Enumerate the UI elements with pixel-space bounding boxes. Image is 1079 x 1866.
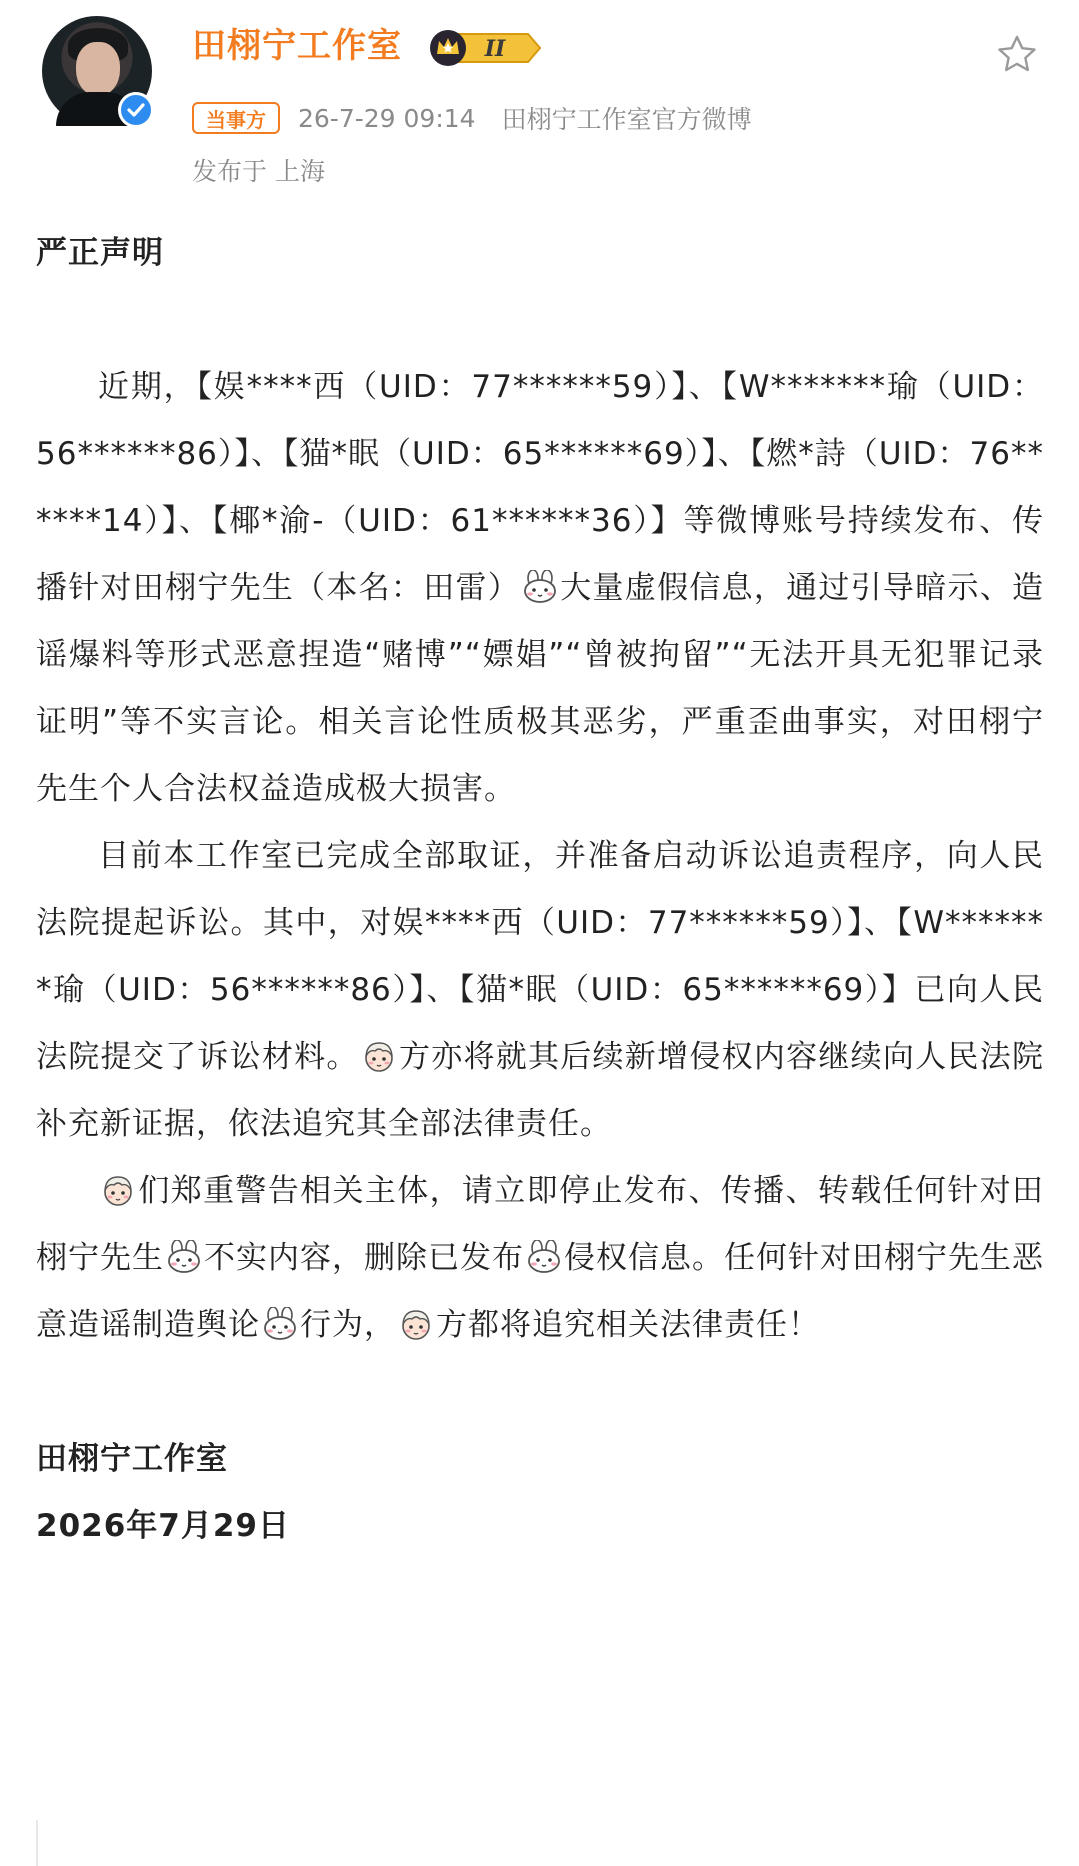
boy-emoji-icon — [100, 1173, 136, 1207]
boy-emoji-icon — [361, 1039, 397, 1073]
statement-title: 严正声明 — [36, 235, 164, 271]
paragraph-text: 近期，【娱****西（UID：77******59）】、【W*******瑜（UID：56******86）】、【猫*眠（UID：65******69）】、【燃*詩（UID：76******14）】、【椰*渝-（UID：61******36）】等微博账号持续发布、传播针对田栩宁先生（本名：田雷） — [36, 369, 1044, 606]
verified-icon — [118, 92, 154, 128]
post-meta — [192, 98, 778, 138]
blank-line — [36, 287, 1044, 354]
avatar-face — [76, 42, 120, 96]
post-time: 26-7-29 09:14 — [298, 103, 476, 133]
statement-paragraph-2 — [36, 823, 1044, 1158]
post-header — [0, 0, 1079, 190]
paragraph-text: 不实内容，删除已发布 — [204, 1240, 524, 1276]
signature: 田栩宁工作室 — [36, 1441, 228, 1477]
favorite-button[interactable] — [990, 28, 1044, 82]
rank-label: II — [484, 36, 506, 62]
paragraph-text: 行为， — [300, 1307, 396, 1343]
rabbit-emoji-icon — [262, 1307, 298, 1341]
blank-line — [36, 1359, 1044, 1426]
rabbit-emoji-icon — [166, 1240, 202, 1274]
statement-paragraph-3 — [36, 1158, 1044, 1359]
statement-paragraph-1 — [36, 354, 1044, 823]
post-source[interactable]: 田栩宁工作室官方微博 — [501, 105, 752, 134]
crown-badge-icon[interactable] — [428, 28, 542, 68]
paragraph-text: 目前本工作室已完成全部取证，并准备启动诉讼追责程序，向人民法院提起诉讼。其中，对娱****西（UID：77******59）】、【W*******瑜（UID：56******86）】、【猫*眠（UID：65******69）】已向人民法院提交了诉讼材料。 — [36, 838, 1044, 1075]
rabbit-emoji-icon — [526, 1240, 562, 1274]
star-outline-icon — [995, 33, 1039, 77]
party-tag[interactable]: 当事方 — [192, 102, 280, 134]
rabbit-emoji-icon — [522, 570, 558, 604]
post-content — [36, 220, 1044, 1560]
boy-emoji-icon — [398, 1307, 434, 1341]
paragraph-text: 侵权信息。任何针对田栩宁先生恶意造谣制造舆论 — [36, 1240, 1044, 1343]
divider — [36, 1820, 38, 1866]
paragraph-text: 们郑重警告相关主体，请立即停止发布、传播、转载任何针对田栩宁先生 — [36, 1173, 1044, 1276]
paragraph-text: 方都将追究相关法律责任！ — [436, 1307, 820, 1343]
account-name[interactable]: 田栩宁工作室 — [192, 26, 402, 66]
statement-date: 2026年7月29日 — [36, 1508, 290, 1544]
post-location: 发布于 上海 — [192, 157, 325, 186]
paragraph-text: 方亦将就其后续新增侵权内容继续向人民法院补充新证据，依法追究其全部法律责任。 — [36, 1039, 1045, 1142]
paragraph-text: 大量虚假信息，通过引导暗示、造谣爆料等形式恶意捏造“赌博”“嫖娼”“曾被拘留”“无法开具无犯罪记录证明”等不实言论。相关言论性质极其恶劣，严重歪曲事实，对田栩宁先生个人合法权益造成极大损害。 — [36, 570, 1044, 807]
